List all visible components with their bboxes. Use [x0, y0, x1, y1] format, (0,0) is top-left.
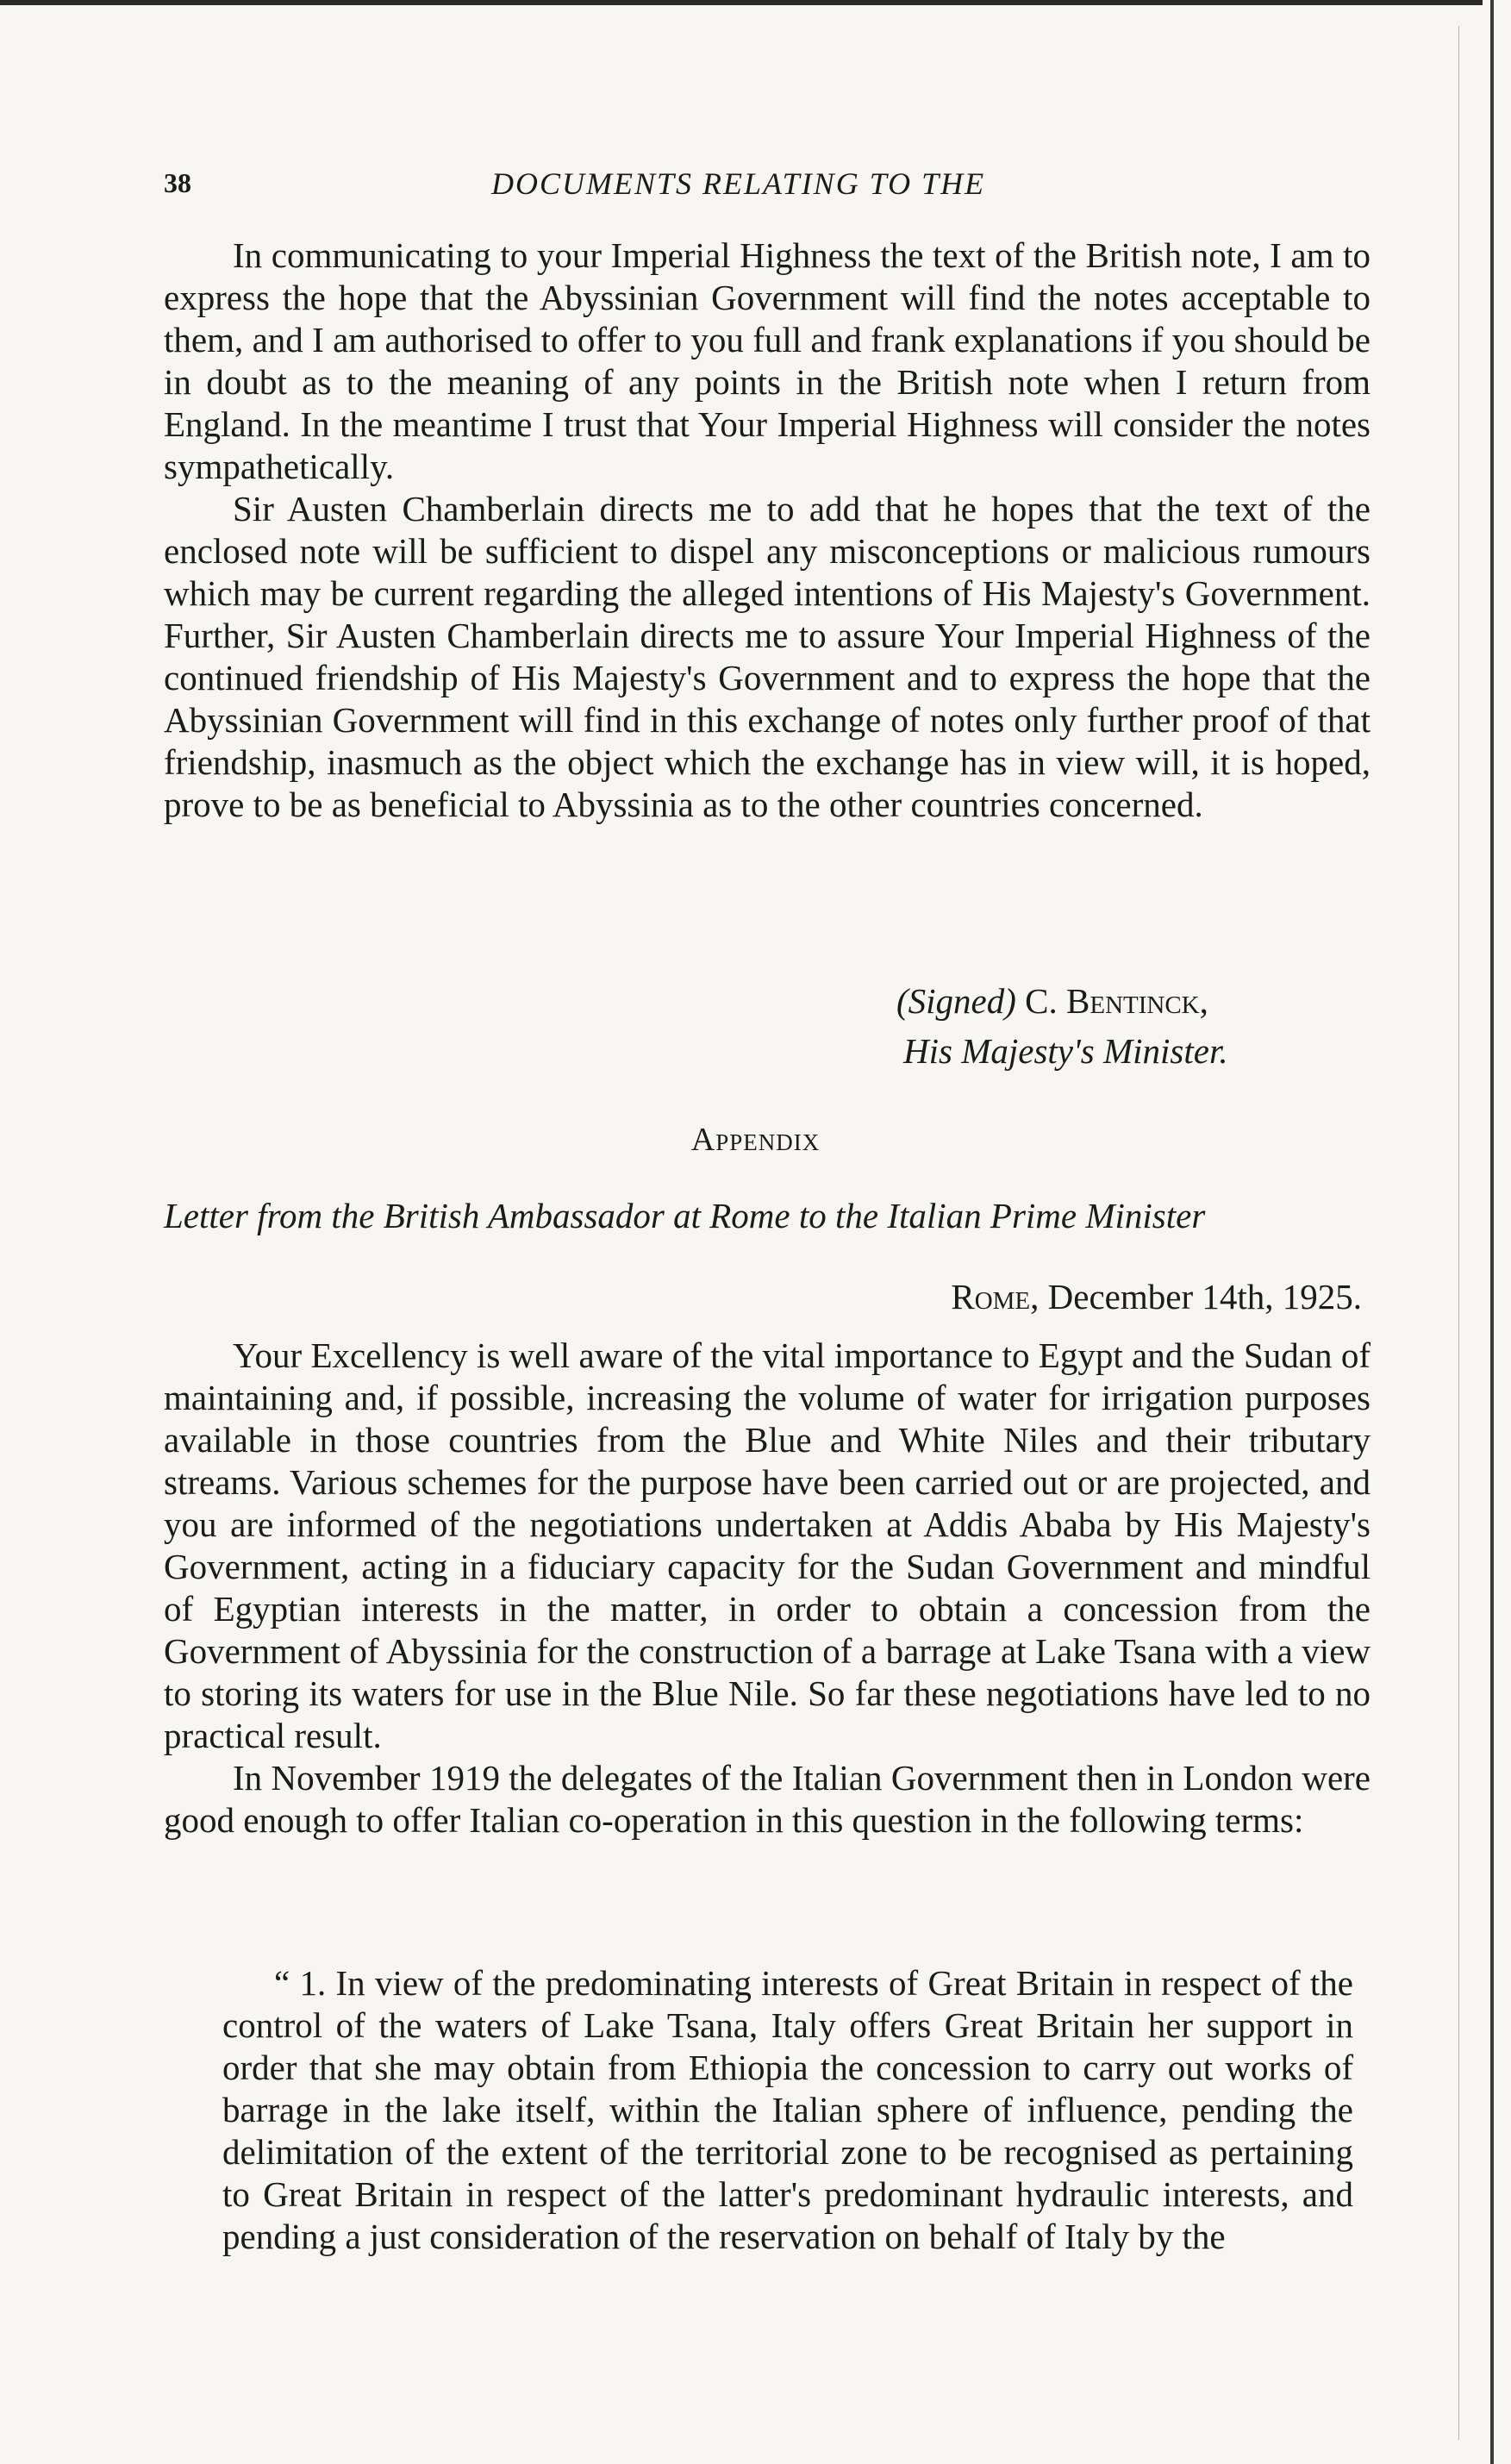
dateline [845, 1276, 1362, 1317]
dateline-date: December 14th, 1925. [1047, 1277, 1362, 1316]
page-header [164, 160, 1371, 212]
appendix-paragraph-1: Your Excellency is well aware of the vital importance to Egypt and the Sudan of maintaining and, if possible, increasing the volume of water for irrigation purposes available in those countries from the Blue and White Niles and their tributary streams. Various schemes for the purpose have been carried out or are projected, and you are informed of the negotiations undertaken at Addis Ababa by His Majesty's Government, acting in a fiduciary capacity for the Sudan Government and mindful of Egyptian interests in the matter, in order to obtain a concession from the Government of Abyssinia for the construction of a barrage at Lake Tsana with a view to storing its waters for use in the Blue Nile. So far these negotiations have led to no practical result. [164, 1335, 1371, 1755]
page-top-edge [0, 0, 1483, 5]
signature-block [896, 976, 1345, 1076]
quote-paragraph: “ 1. In view of the predominating interests of Great Britain in respect of the control of the waters of Lake Tsana, Italy offers Great Britain her support in order that she may obtain from Ethiopia the concession to carry out works of barrage in the lake itself, within the Italian sphere of influence, pending the delimitation of the extent of the territorial zone to be recognised as pertaining to Great Britain in respect of the latter's predominant hydraulic interests, and pending a just consideration of the reservation on behalf of Italy by the [222, 1963, 1353, 2256]
appendix-heading: Appendix [690, 1122, 821, 1158]
signed-label: (Signed) [896, 981, 1016, 1021]
page-fold-line [1458, 26, 1459, 2440]
body-paragraph-1: In communicating to your Imperial Highness the text of the British note, I am to express the hope that the Abyssinian Government will find the notes acceptable to them, and I am authorised to offer to you full and frank explanations if you should be in doubt as to the meaning of any points in the British note when I return from England. In the meantime I trust that Your Imperial Highness will consider the notes sympathetically. [164, 235, 1371, 486]
appendix-letter-title: Letter from the British Ambassador at Rome to the Italian Prime Minister [164, 1196, 1206, 1235]
letter-body [164, 235, 1371, 826]
dateline-place: Rome, [951, 1277, 1040, 1316]
appendix-body [164, 1335, 1371, 1842]
signatory-title: His Majesty's Minister. [903, 1031, 1228, 1071]
quoted-terms [222, 1962, 1353, 2258]
signature-line [896, 976, 1345, 1026]
page-number: 38 [164, 167, 191, 198]
body-paragraph-2: Sir Austen Chamberlain directs me to add that he hopes that the text of the enclosed note will be sufficient to dispel any misconceptions or malicious rumours which may be current regarding the alleged intentions of His Majesty's Government. Further, Sir Austen Chamberlain directs me to assure Your Imperial Highness of the continued friendship of His Majesty's Government and to express the hope that the Abyssinian Government will find in this exchange of notes only further proof of that friendship, inasmuch as the object which the exchange has in view will, it is hoped, prove to be as beneficial to Abyssinia as to the other countries concerned. [164, 489, 1371, 824]
signatory-name: C. Bentinck, [1025, 981, 1208, 1021]
running-title: DOCUMENTS RELATING TO THE [491, 166, 986, 201]
page-right-edge [1490, 0, 1494, 2464]
appendix-paragraph-2: In November 1919 the delegates of the Italian Government then in London were good enough to offer Italian co-operation in this question in the following terms: [164, 1758, 1371, 1840]
